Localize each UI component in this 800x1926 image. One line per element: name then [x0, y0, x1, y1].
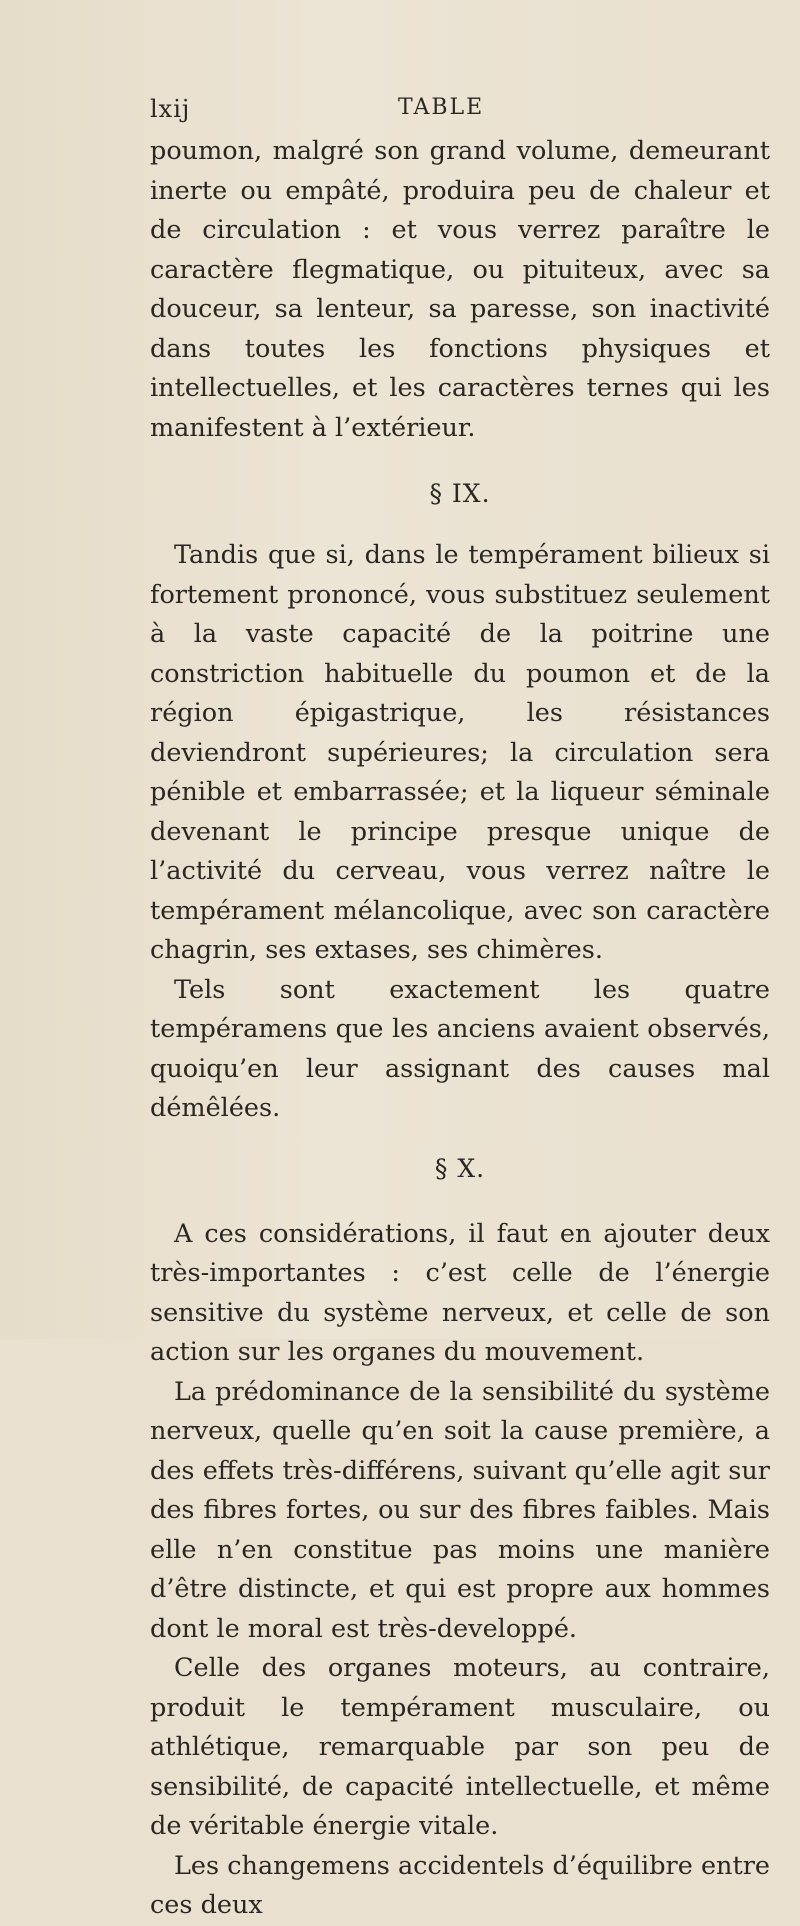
section-heading-x: § X.	[434, 1153, 486, 1183]
paragraph: A ces considérations, il faut en ajouter deux très-importantes : c’est celle de l’énergie sensitive du système nerveux, et celle de son action sur les organes du mouvement.	[150, 1218, 770, 1367]
page-number: lxij	[150, 95, 191, 123]
page-header	[150, 95, 750, 129]
paragraph: La prédominance de la sensibilité du système nerveux, quelle qu’en soit la cause première, a des effets très-différens, suivant qu’elle agit sur des fibres fortes, ou sur des fibres faibles. Mais elle n’en constitue pas moins une manière d’être distincte, et qui est propre aux hommes dont le moral est très-developpé.	[150, 1376, 770, 1644]
running-title: TABLE	[398, 95, 485, 120]
body-text	[150, 132, 770, 1926]
paragraph: Celle des organes moteurs, au contraire, produit le tempérament musculaire, ou athlétique, remarquable par son peu de sensibilité, de capacité intellectuelle, et même de véritable énergie vitale.	[150, 1653, 770, 1841]
paragraph-continuation: poumon, malgré son grand volume, demeurant inerte ou empâté, produira peu de chaleur et de circulation : et vous verrez paraître le caractère flegmatique, ou pituiteux, avec sa douceur, sa lenteur, sa paresse, son inactivité dans toutes les fonctions physiques et intellectuelles, et les caractères ternes qui les manifestent à l’extérieur.	[150, 136, 770, 443]
paragraph: Tels sont exactement les quatre tempéramens que les anciens avaient observés, quoiqu’en leur assignant des causes mal démêlées.	[150, 974, 770, 1123]
section-heading-ix: § IX.	[429, 479, 491, 508]
paragraph-continues: Les changemens accidentels d’équilibre entre ces deux	[150, 1850, 770, 1920]
paragraph: Tandis que si, dans le tempérament bilieux si fortement prononcé, vous substituez seulement à la vaste capacité de la poitrine une constriction habituelle du poumon et de la région épigastrique, les résistances deviendront supérieures; la circulation sera pénible et embarrassée; et la liqueur séminale devenant le principe presque unique de l’activité du cerveau, vous verrez naître le tempérament mélancolique, avec son caractère chagrin, ses extases, ses chimères.	[150, 540, 770, 965]
